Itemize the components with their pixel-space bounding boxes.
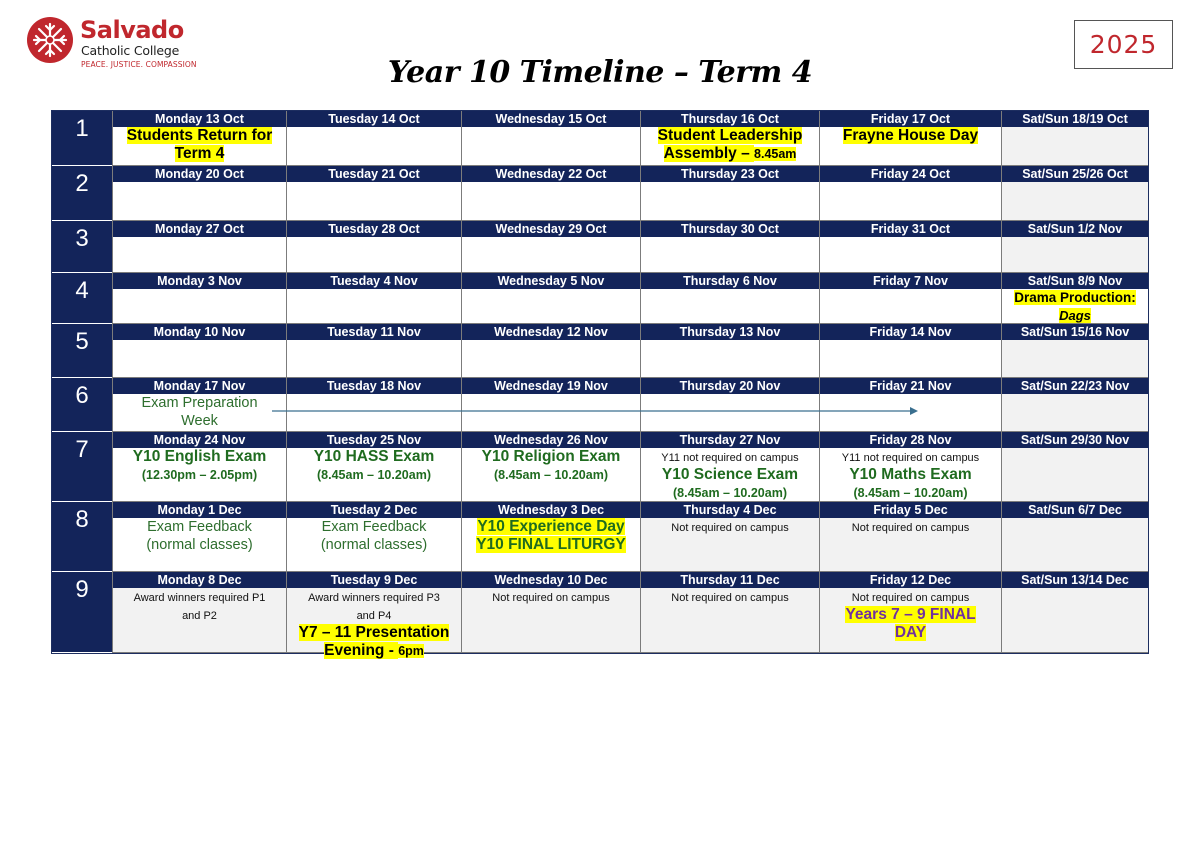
event-text: Evening - bbox=[324, 642, 399, 659]
day-header: Thursday 6 Nov bbox=[641, 273, 819, 289]
event-line bbox=[1002, 307, 1148, 325]
exam-preparation-arrow bbox=[220, 396, 920, 426]
event-text: (normal classes) bbox=[146, 537, 253, 553]
day-events bbox=[462, 340, 640, 378]
day-events bbox=[113, 448, 286, 502]
day-header: Friday 31 Oct bbox=[820, 221, 1001, 237]
day-cell bbox=[112, 324, 286, 378]
day-events bbox=[1002, 518, 1148, 572]
week-row bbox=[52, 432, 1148, 502]
day-events bbox=[462, 127, 640, 166]
day-events bbox=[820, 588, 1001, 653]
event-text: Years 7 – 9 FINAL bbox=[845, 606, 976, 623]
day-events bbox=[113, 340, 286, 378]
day-cell bbox=[286, 221, 461, 273]
day-header: Monday 27 Oct bbox=[113, 221, 286, 237]
event-line bbox=[113, 466, 286, 484]
day-events bbox=[287, 518, 461, 572]
day-events bbox=[641, 518, 819, 572]
event-line bbox=[641, 145, 819, 163]
week-row bbox=[52, 324, 1148, 378]
day-header: Friday 28 Nov bbox=[820, 432, 1001, 448]
day-header: Wednesday 3 Dec bbox=[462, 502, 640, 518]
day-cell bbox=[461, 111, 640, 166]
day-header: Thursday 4 Dec bbox=[641, 502, 819, 518]
day-header: Friday 12 Dec bbox=[820, 572, 1001, 588]
day-header: Sat/Sun 22/23 Nov bbox=[1002, 378, 1148, 394]
day-events bbox=[113, 182, 286, 221]
event-text: 8.45am bbox=[754, 147, 797, 161]
day-header: Tuesday 25 Nov bbox=[287, 432, 461, 448]
day-cell bbox=[112, 221, 286, 273]
week-number: 8 bbox=[52, 502, 112, 572]
college-name: Salvado bbox=[80, 16, 184, 44]
day-cell bbox=[1001, 502, 1148, 572]
day-events bbox=[462, 182, 640, 221]
day-events bbox=[462, 237, 640, 273]
week-number: 6 bbox=[52, 378, 112, 432]
event-text: Exam Feedback bbox=[321, 519, 427, 535]
day-cell bbox=[819, 166, 1001, 221]
event-text: and P2 bbox=[182, 610, 217, 622]
event-line bbox=[462, 518, 640, 536]
event-line bbox=[287, 466, 461, 484]
day-events bbox=[820, 518, 1001, 572]
day-header: Thursday 20 Nov bbox=[641, 378, 819, 394]
week-number: 5 bbox=[52, 324, 112, 378]
event-text: (8.45am – 10.20am) bbox=[494, 468, 608, 482]
day-events bbox=[641, 237, 819, 273]
event-text: Y10 HASS Exam bbox=[313, 448, 435, 465]
day-cell bbox=[1001, 273, 1148, 324]
day-cell bbox=[461, 432, 640, 502]
event-text: Y11 not required on campus bbox=[661, 452, 799, 464]
day-header: Friday 21 Nov bbox=[820, 378, 1001, 394]
event-line bbox=[641, 127, 819, 145]
week-number: 1 bbox=[52, 111, 112, 166]
event-text: Y10 Experience Day bbox=[477, 518, 625, 535]
day-cell bbox=[1001, 432, 1148, 502]
week-row bbox=[52, 221, 1148, 273]
day-cell bbox=[1001, 221, 1148, 273]
day-events bbox=[641, 588, 819, 653]
day-events bbox=[1002, 394, 1148, 432]
day-cell bbox=[461, 502, 640, 572]
event-line bbox=[462, 536, 640, 554]
day-header: Sat/Sun 1/2 Nov bbox=[1002, 221, 1148, 237]
day-cell bbox=[112, 502, 286, 572]
event-line bbox=[641, 448, 819, 466]
day-events bbox=[1002, 127, 1148, 166]
week-row bbox=[52, 166, 1148, 221]
event-line bbox=[641, 484, 819, 502]
day-cell bbox=[640, 324, 819, 378]
event-line bbox=[462, 448, 640, 466]
day-cell bbox=[819, 111, 1001, 166]
event-text: Exam Preparation bbox=[141, 395, 258, 411]
week-row bbox=[52, 273, 1148, 324]
day-events bbox=[462, 518, 640, 572]
day-cell bbox=[819, 572, 1001, 653]
event-text: DAY bbox=[894, 624, 927, 641]
day-header: Thursday 23 Oct bbox=[641, 166, 819, 182]
day-cell bbox=[286, 502, 461, 572]
event-line bbox=[287, 642, 461, 660]
day-cell bbox=[461, 166, 640, 221]
day-header: Wednesday 29 Oct bbox=[462, 221, 640, 237]
event-text: (8.45am – 10.20am) bbox=[317, 468, 431, 482]
event-line bbox=[113, 448, 286, 466]
day-header: Friday 7 Nov bbox=[820, 273, 1001, 289]
event-line bbox=[287, 624, 461, 642]
week-row bbox=[52, 111, 1148, 166]
day-cell bbox=[286, 273, 461, 324]
day-cell bbox=[461, 273, 640, 324]
day-cell bbox=[112, 166, 286, 221]
day-header: Tuesday 2 Dec bbox=[287, 502, 461, 518]
day-cell bbox=[286, 166, 461, 221]
college-crest-icon bbox=[26, 16, 74, 64]
day-header: Tuesday 9 Dec bbox=[287, 572, 461, 588]
year-label: 2025 bbox=[1074, 20, 1173, 69]
day-events bbox=[113, 127, 286, 166]
day-events bbox=[820, 448, 1001, 502]
day-cell bbox=[819, 221, 1001, 273]
day-events bbox=[462, 588, 640, 653]
event-text: Award winners required P3 bbox=[308, 592, 440, 604]
day-header: Wednesday 12 Nov bbox=[462, 324, 640, 340]
day-events bbox=[113, 518, 286, 572]
event-line bbox=[287, 606, 461, 624]
day-cell bbox=[640, 273, 819, 324]
day-header: Monday 17 Nov bbox=[113, 378, 286, 394]
day-events bbox=[287, 289, 461, 324]
event-line bbox=[820, 448, 1001, 466]
day-header: Tuesday 14 Oct bbox=[287, 111, 461, 127]
event-line bbox=[287, 536, 461, 554]
event-line bbox=[462, 466, 640, 484]
day-cell bbox=[286, 324, 461, 378]
day-events bbox=[820, 182, 1001, 221]
day-events bbox=[1002, 340, 1148, 378]
event-text: Y10 Science Exam bbox=[661, 466, 799, 483]
day-cell bbox=[461, 324, 640, 378]
day-header: Monday 24 Nov bbox=[113, 432, 286, 448]
event-line bbox=[113, 606, 286, 624]
day-events bbox=[287, 340, 461, 378]
event-text: (8.45am – 10.20am) bbox=[853, 486, 968, 500]
day-header: Wednesday 19 Nov bbox=[462, 378, 640, 394]
event-text: (normal classes) bbox=[320, 537, 428, 553]
day-events bbox=[1002, 448, 1148, 502]
day-header: Thursday 27 Nov bbox=[641, 432, 819, 448]
day-cell bbox=[1001, 166, 1148, 221]
day-events bbox=[641, 448, 819, 502]
day-header: Friday 5 Dec bbox=[820, 502, 1001, 518]
event-line bbox=[113, 127, 286, 163]
day-events bbox=[641, 289, 819, 324]
day-events bbox=[641, 127, 819, 166]
day-cell bbox=[286, 432, 461, 502]
day-header: Tuesday 11 Nov bbox=[287, 324, 461, 340]
college-logo bbox=[24, 15, 204, 75]
day-header: Sat/Sun 18/19 Oct bbox=[1002, 111, 1148, 127]
day-events bbox=[287, 237, 461, 273]
day-cell bbox=[286, 111, 461, 166]
day-cell bbox=[640, 572, 819, 653]
week-row bbox=[52, 502, 1148, 572]
event-text: (8.45am – 10.20am) bbox=[673, 486, 787, 500]
day-events bbox=[287, 588, 461, 659]
day-header: Friday 24 Oct bbox=[820, 166, 1001, 182]
day-header: Thursday 30 Oct bbox=[641, 221, 819, 237]
event-line bbox=[820, 466, 1001, 484]
day-cell bbox=[461, 221, 640, 273]
day-header: Monday 10 Nov bbox=[113, 324, 286, 340]
day-header: Wednesday 15 Oct bbox=[462, 111, 640, 127]
event-text: Not required on campus bbox=[851, 522, 970, 534]
day-header: Friday 14 Nov bbox=[820, 324, 1001, 340]
day-events bbox=[820, 127, 1001, 166]
day-header: Monday 3 Nov bbox=[113, 273, 286, 289]
day-cell bbox=[1001, 378, 1148, 432]
day-cell bbox=[1001, 111, 1148, 166]
college-motto: PEACE. JUSTICE. COMPASSION bbox=[81, 60, 197, 69]
day-events bbox=[820, 289, 1001, 324]
event-line bbox=[1002, 289, 1148, 307]
day-cell bbox=[461, 572, 640, 653]
day-events bbox=[820, 340, 1001, 378]
day-events bbox=[1002, 588, 1148, 653]
day-events bbox=[462, 289, 640, 324]
event-text: (12.30pm – 2.05pm) bbox=[141, 468, 258, 482]
event-text: Week bbox=[181, 413, 218, 429]
event-text: Not required on campus bbox=[671, 592, 789, 604]
event-text: Not required on campus bbox=[671, 522, 789, 534]
day-cell bbox=[1001, 324, 1148, 378]
day-cell bbox=[112, 572, 286, 653]
day-events bbox=[641, 182, 819, 221]
day-header: Sat/Sun 6/7 Dec bbox=[1002, 502, 1148, 518]
event-text: and P4 bbox=[356, 610, 392, 622]
day-events bbox=[1002, 289, 1148, 324]
day-cell bbox=[286, 572, 461, 659]
day-events bbox=[287, 127, 461, 166]
day-header: Sat/Sun 8/9 Nov bbox=[1002, 273, 1148, 289]
day-header: Wednesday 10 Dec bbox=[462, 572, 640, 588]
day-events bbox=[287, 448, 461, 502]
event-text: Drama Production: bbox=[1014, 290, 1136, 305]
week-number: 2 bbox=[52, 166, 112, 221]
event-line bbox=[113, 588, 286, 606]
day-header: Monday 13 Oct bbox=[113, 111, 286, 127]
page-title: Year 10 Timeline – Term 4 bbox=[387, 55, 813, 90]
event-line bbox=[462, 588, 640, 606]
day-header: Friday 17 Oct bbox=[820, 111, 1001, 127]
day-header: Sat/Sun 29/30 Nov bbox=[1002, 432, 1148, 448]
day-header: Tuesday 4 Nov bbox=[287, 273, 461, 289]
day-events bbox=[113, 289, 286, 324]
day-header: Sat/Sun 13/14 Dec bbox=[1002, 572, 1148, 588]
day-cell bbox=[112, 432, 286, 502]
event-text: Frayne House Day bbox=[842, 127, 979, 144]
event-text: Y11 not required on campus bbox=[841, 452, 980, 464]
day-cell bbox=[819, 432, 1001, 502]
day-cell bbox=[819, 502, 1001, 572]
week-row bbox=[52, 572, 1148, 659]
day-cell bbox=[1001, 572, 1148, 653]
day-header: Monday 8 Dec bbox=[113, 572, 286, 588]
day-header: Wednesday 22 Oct bbox=[462, 166, 640, 182]
event-line bbox=[287, 448, 461, 466]
day-cell bbox=[640, 166, 819, 221]
week-number: 7 bbox=[52, 432, 112, 502]
term-timeline-table bbox=[51, 110, 1149, 659]
day-header: Sat/Sun 15/16 Nov bbox=[1002, 324, 1148, 340]
event-line bbox=[820, 624, 1001, 642]
event-text: Not required on campus bbox=[492, 592, 610, 604]
event-line bbox=[113, 536, 286, 554]
day-header: Tuesday 28 Oct bbox=[287, 221, 461, 237]
day-cell bbox=[640, 502, 819, 572]
event-line bbox=[820, 484, 1001, 502]
event-text: Y10 English Exam bbox=[132, 448, 267, 465]
event-text: Y10 Religion Exam bbox=[481, 448, 621, 465]
day-header: Tuesday 18 Nov bbox=[287, 378, 461, 394]
day-cell bbox=[640, 221, 819, 273]
day-events bbox=[462, 448, 640, 502]
day-events bbox=[287, 182, 461, 221]
event-text: Y10 FINAL LITURGY bbox=[476, 536, 626, 553]
day-events bbox=[1002, 182, 1148, 221]
day-events bbox=[641, 340, 819, 378]
day-cell bbox=[112, 273, 286, 324]
day-header: Wednesday 5 Nov bbox=[462, 273, 640, 289]
event-text: Dags bbox=[1059, 308, 1091, 323]
event-line bbox=[820, 127, 1001, 145]
day-events bbox=[820, 237, 1001, 273]
week-number: 3 bbox=[52, 221, 112, 273]
event-line bbox=[113, 518, 286, 536]
day-header: Sat/Sun 25/26 Oct bbox=[1002, 166, 1148, 182]
event-text: Exam Feedback bbox=[147, 519, 252, 535]
event-text: Assembly – bbox=[663, 145, 755, 162]
day-cell bbox=[640, 111, 819, 166]
day-cell bbox=[112, 111, 286, 166]
college-subtitle: Catholic College bbox=[81, 43, 180, 58]
event-line bbox=[820, 518, 1001, 536]
event-line bbox=[820, 606, 1001, 624]
event-line bbox=[820, 588, 1001, 606]
event-line bbox=[287, 518, 461, 536]
day-header: Tuesday 21 Oct bbox=[287, 166, 461, 182]
event-line bbox=[287, 588, 461, 606]
event-text: Not required on campus bbox=[851, 592, 970, 604]
event-text: Y10 Maths Exam bbox=[849, 466, 972, 483]
day-events bbox=[1002, 237, 1148, 273]
event-line bbox=[641, 588, 819, 606]
day-cell bbox=[819, 324, 1001, 378]
day-header: Thursday 11 Dec bbox=[641, 572, 819, 588]
event-text: Y7 – 11 Presentation bbox=[298, 624, 450, 641]
event-line bbox=[641, 466, 819, 484]
day-events bbox=[113, 237, 286, 273]
day-cell bbox=[640, 432, 819, 502]
week-number: 9 bbox=[52, 572, 112, 653]
day-header: Monday 1 Dec bbox=[113, 502, 286, 518]
week-number: 4 bbox=[52, 273, 112, 324]
event-text: Award winners required P1 bbox=[133, 592, 266, 604]
day-header: Wednesday 26 Nov bbox=[462, 432, 640, 448]
day-cell bbox=[819, 273, 1001, 324]
day-header: Thursday 16 Oct bbox=[641, 111, 819, 127]
day-header: Thursday 13 Nov bbox=[641, 324, 819, 340]
event-line bbox=[641, 518, 819, 536]
event-text: Student Leadership bbox=[657, 127, 803, 144]
event-text: Students Return for Term 4 bbox=[126, 127, 273, 162]
day-events bbox=[113, 588, 286, 653]
event-text: 6pm bbox=[398, 644, 424, 658]
day-header: Monday 20 Oct bbox=[113, 166, 286, 182]
